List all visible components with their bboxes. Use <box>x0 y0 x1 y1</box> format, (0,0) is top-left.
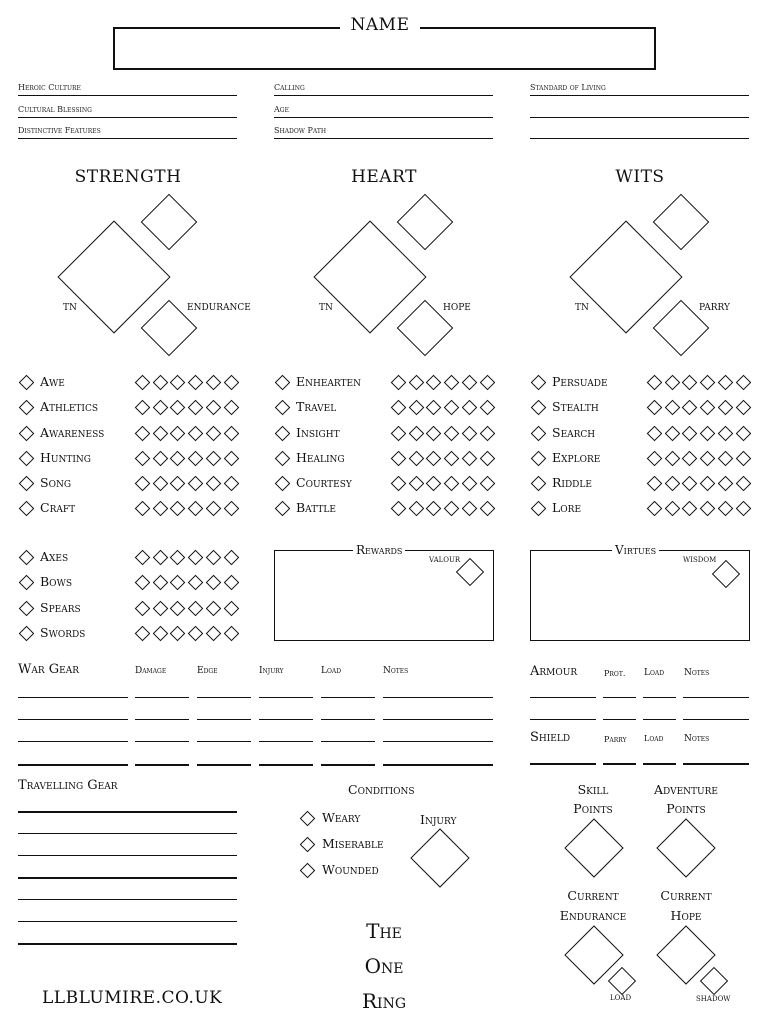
skill-battle-label: Battle <box>296 500 336 515</box>
proficiency-swords-rank-pip[interactable] <box>135 626 151 642</box>
skill-enhearten-label: Enhearten <box>296 374 361 389</box>
proficiency-axes-rank-pip[interactable] <box>152 550 168 566</box>
skill-courtesy-rank-pip[interactable] <box>462 476 478 492</box>
shadow-diamond[interactable] <box>700 967 728 995</box>
field-cultural-blessing[interactable]: Cultural Blessing <box>18 105 237 118</box>
war-gear-edge-line[interactable] <box>197 741 251 742</box>
skill-courtesy-favoured-checkbox[interactable] <box>275 476 291 492</box>
skill-lore-favoured-checkbox[interactable] <box>531 501 547 517</box>
skill-awareness-rank-pip[interactable] <box>152 426 168 442</box>
skill-athletics-rank-pip[interactable] <box>223 400 239 416</box>
wits-value-diamond[interactable] <box>653 194 710 251</box>
skill-courtesy-rank-pip[interactable] <box>479 476 495 492</box>
skill-riddle-rank-pip[interactable] <box>735 476 751 492</box>
skill-battle-rank-pip[interactable] <box>444 501 460 517</box>
skill-riddle-rank-pip[interactable] <box>718 476 734 492</box>
war-gear-load-line[interactable] <box>321 719 375 720</box>
skill-travel-rank-pip[interactable] <box>391 400 407 416</box>
skill-hunting-rank-pip[interactable] <box>152 451 168 467</box>
skill-stealth-rank-pip[interactable] <box>682 400 698 416</box>
skill-riddle-favoured-checkbox[interactable] <box>531 476 547 492</box>
skill-battle-favoured-checkbox[interactable] <box>275 501 291 517</box>
skill-lore-rank-pip[interactable] <box>718 501 734 517</box>
wits-tn-label: TN <box>575 303 589 313</box>
shield-load-line[interactable] <box>643 763 676 765</box>
skill-awe-favoured-checkbox[interactable] <box>19 375 35 391</box>
travelling-gear-line[interactable] <box>18 921 237 922</box>
skill-song-label: Song <box>40 475 72 490</box>
skill-stealth-favoured-checkbox[interactable] <box>531 400 547 416</box>
skill-insight-favoured-checkbox[interactable] <box>275 426 291 442</box>
skill-athletics-rank-pip[interactable] <box>206 400 222 416</box>
skill-healing-rank-pip[interactable] <box>444 451 460 467</box>
field-heroic-culture[interactable]: Heroic Culture <box>18 83 237 96</box>
skill-courtesy-rank-pip[interactable] <box>408 476 424 492</box>
proficiency-spears-favoured-checkbox[interactable] <box>19 601 35 617</box>
skill-craft-label: Craft <box>40 500 76 515</box>
proficiency-bows-rank-pip[interactable] <box>223 575 239 591</box>
skill-hunting-favoured-checkbox[interactable] <box>19 451 35 467</box>
proficiency-swords-favoured-checkbox[interactable] <box>19 626 35 642</box>
rewards-title: Rewards <box>353 543 405 557</box>
war-gear-col-load: Load <box>321 666 342 676</box>
skill-healing-rank-pip[interactable] <box>479 451 495 467</box>
skill-enhearten-rank-pip[interactable] <box>426 375 442 391</box>
war-gear-col-damage: Damage <box>135 666 167 676</box>
skill-explore-label: Explore <box>552 450 601 465</box>
skill-persuade-rank-pip[interactable] <box>647 375 663 391</box>
proficiency-spears-label: Spears <box>40 600 81 615</box>
war-gear-damage-line[interactable] <box>135 764 189 766</box>
skill-courtesy-rank-pip[interactable] <box>426 476 442 492</box>
skill-stealth-rank-pip[interactable] <box>664 400 680 416</box>
skill-lore-rank-pip[interactable] <box>647 501 663 517</box>
skill-persuade-rank-pip[interactable] <box>735 375 751 391</box>
heart-title: HEART <box>351 167 417 187</box>
skill-persuade-rank-pip[interactable] <box>682 375 698 391</box>
field-standard-of-living[interactable]: Standard of Living <box>530 83 749 96</box>
armour-col-load: Load <box>644 668 665 678</box>
skill-explore-rank-pip[interactable] <box>682 451 698 467</box>
current-endurance-label-1: Current <box>567 888 619 903</box>
skill-athletics-rank-pip[interactable] <box>188 400 204 416</box>
miserable-checkbox[interactable] <box>300 837 316 853</box>
war-gear-weapon-line[interactable] <box>18 719 128 720</box>
field-shadow-path[interactable]: Shadow Path <box>274 126 493 139</box>
skill-riddle-rank-pip[interactable] <box>664 476 680 492</box>
proficiency-spears-rank-pip[interactable] <box>188 601 204 617</box>
valour-label: VALOUR <box>429 556 461 564</box>
skill-healing-rank-pip[interactable] <box>426 451 442 467</box>
skill-persuade-favoured-checkbox[interactable] <box>531 375 547 391</box>
shadow-label: SHADOW <box>696 995 731 1003</box>
war-gear-col-edge: Edge <box>197 666 218 676</box>
skill-travel-favoured-checkbox[interactable] <box>275 400 291 416</box>
skill-craft-rank-pip[interactable] <box>188 501 204 517</box>
travelling-gear-line[interactable] <box>18 899 237 900</box>
skill-craft-rank-pip[interactable] <box>206 501 222 517</box>
skill-craft-favoured-checkbox[interactable] <box>19 501 35 517</box>
parry-label: PARRY <box>699 303 730 313</box>
skill-riddle-rank-pip[interactable] <box>700 476 716 492</box>
skill-hunting-rank-pip[interactable] <box>223 451 239 467</box>
travelling-gear-line[interactable] <box>18 855 237 856</box>
proficiency-spears-rank-pip[interactable] <box>152 601 168 617</box>
skill-travel-rank-pip[interactable] <box>426 400 442 416</box>
skill-healing-rank-pip[interactable] <box>462 451 478 467</box>
skill-awareness-favoured-checkbox[interactable] <box>19 426 35 442</box>
skill-song-rank-pip[interactable] <box>223 476 239 492</box>
armour-col-prot: Prot. <box>604 669 626 678</box>
skill-battle-rank-pip[interactable] <box>426 501 442 517</box>
skill-craft-rank-pip[interactable] <box>135 501 151 517</box>
skill-stealth-label: Stealth <box>552 399 599 414</box>
proficiency-axes-rank-pip[interactable] <box>170 550 186 566</box>
virtues-box[interactable] <box>530 550 750 641</box>
virtues-title: Virtues <box>612 543 659 557</box>
armour-prot-line[interactable] <box>603 697 636 698</box>
shield-notes-line[interactable] <box>683 763 749 765</box>
skill-healing-label: Healing <box>296 450 345 465</box>
war-gear-load-line[interactable] <box>321 741 375 742</box>
skill-athletics-rank-pip[interactable] <box>135 400 151 416</box>
proficiency-axes-rank-pip[interactable] <box>206 550 222 566</box>
skill-hunting-rank-pip[interactable] <box>206 451 222 467</box>
skill-battle-rank-pip[interactable] <box>462 501 478 517</box>
skill-awareness-label: Awareness <box>40 425 105 440</box>
field-blank-1[interactable] <box>530 105 749 118</box>
shield-col-parry: Parry <box>604 735 627 744</box>
skill-insight-rank-pip[interactable] <box>426 426 442 442</box>
proficiency-axes-rank-pip[interactable] <box>188 550 204 566</box>
skill-lore-rank-pip[interactable] <box>735 501 751 517</box>
skill-lore-rank-pip[interactable] <box>664 501 680 517</box>
proficiency-bows-rank-pip[interactable] <box>135 575 151 591</box>
skill-craft-rank-pip[interactable] <box>170 501 186 517</box>
proficiency-swords-rank-pip[interactable] <box>206 626 222 642</box>
armour-notes-line[interactable] <box>683 697 749 698</box>
skill-athletics-label: Athletics <box>40 399 99 414</box>
skill-search-rank-pip[interactable] <box>718 426 734 442</box>
name-label: NAME <box>340 15 420 35</box>
skill-lore-label: Lore <box>552 500 582 515</box>
shield-col-load: Load <box>644 734 664 743</box>
proficiency-axes-favoured-checkbox[interactable] <box>19 550 35 566</box>
skill-awareness-rank-pip[interactable] <box>135 426 151 442</box>
skill-song-rank-pip[interactable] <box>188 476 204 492</box>
logo-line-3: Ring <box>361 989 407 1013</box>
skill-courtesy-label: Courtesy <box>296 475 352 490</box>
travelling-gear-line[interactable] <box>18 833 237 834</box>
skill-song-rank-pip[interactable] <box>170 476 186 492</box>
proficiency-swords-label: Swords <box>40 625 86 640</box>
proficiency-spears-rank-pip[interactable] <box>135 601 151 617</box>
war-gear-injury-line[interactable] <box>259 741 313 742</box>
field-calling[interactable]: Calling <box>274 83 493 96</box>
skill-persuade-label: Persuade <box>552 374 608 389</box>
proficiency-bows-rank-pip[interactable] <box>206 575 222 591</box>
armour-name-line[interactable] <box>530 697 596 698</box>
weary-checkbox[interactable] <box>300 811 316 827</box>
strength-value-diamond[interactable] <box>141 194 198 251</box>
war-gear-title: War Gear <box>18 662 80 677</box>
skill-battle-rank-pip[interactable] <box>408 501 424 517</box>
skill-awareness-rank-pip[interactable] <box>206 426 222 442</box>
proficiency-swords-rank-pip[interactable] <box>188 626 204 642</box>
travelling-gear-line[interactable] <box>18 943 237 945</box>
strength-tn-label: TN <box>63 303 77 313</box>
wounded-checkbox[interactable] <box>300 863 316 879</box>
armour-name-line[interactable] <box>530 719 596 720</box>
skill-travel-rank-pip[interactable] <box>408 400 424 416</box>
skill-explore-rank-pip[interactable] <box>718 451 734 467</box>
skill-travel-rank-pip[interactable] <box>462 400 478 416</box>
skill-hunting-rank-pip[interactable] <box>170 451 186 467</box>
skill-search-favoured-checkbox[interactable] <box>531 426 547 442</box>
skill-awe-rank-pip[interactable] <box>170 375 186 391</box>
war-gear-edge-line[interactable] <box>197 697 251 698</box>
skill-awe-rank-pip[interactable] <box>188 375 204 391</box>
shield-name-line[interactable] <box>530 763 596 765</box>
skill-enhearten-rank-pip[interactable] <box>444 375 460 391</box>
strength-title: STRENGTH <box>74 167 182 187</box>
skill-song-favoured-checkbox[interactable] <box>19 476 35 492</box>
skill-explore-rank-pip[interactable] <box>735 451 751 467</box>
skill-insight-label: Insight <box>296 425 340 440</box>
skill-lore-rank-pip[interactable] <box>682 501 698 517</box>
skill-search-rank-pip[interactable] <box>647 426 663 442</box>
heart-value-diamond[interactable] <box>397 194 454 251</box>
armour-prot-line[interactable] <box>603 719 636 720</box>
travelling-gear-line[interactable] <box>18 877 237 879</box>
war-gear-damage-line[interactable] <box>135 697 189 698</box>
war-gear-notes-line[interactable] <box>383 764 493 766</box>
skill-awareness-rank-pip[interactable] <box>223 426 239 442</box>
current-hope-label-1: Current <box>660 888 712 903</box>
proficiency-swords-rank-pip[interactable] <box>170 626 186 642</box>
field-blank-2[interactable] <box>530 126 749 139</box>
war-gear-notes-line[interactable] <box>383 697 493 698</box>
skill-travel-rank-pip[interactable] <box>479 400 495 416</box>
load-diamond[interactable] <box>608 967 636 995</box>
armour-load-line[interactable] <box>643 697 676 698</box>
armour-notes-line[interactable] <box>683 719 749 720</box>
current-endurance-label-2: Endurance <box>559 908 627 923</box>
war-gear-col-notes: Notes <box>383 666 409 676</box>
weary-label: Weary <box>322 810 361 825</box>
proficiency-axes-rank-pip[interactable] <box>135 550 151 566</box>
travelling-gear-line[interactable] <box>18 811 237 813</box>
skill-craft-rank-pip[interactable] <box>223 501 239 517</box>
skill-enhearten-rank-pip[interactable] <box>479 375 495 391</box>
proficiency-bows-favoured-checkbox[interactable] <box>19 575 35 591</box>
skill-awareness-rank-pip[interactable] <box>188 426 204 442</box>
skill-healing-rank-pip[interactable] <box>391 451 407 467</box>
adventure-points-diamond[interactable] <box>656 818 715 877</box>
skill-enhearten-rank-pip[interactable] <box>408 375 424 391</box>
skill-insight-rank-pip[interactable] <box>479 426 495 442</box>
proficiency-swords-rank-pip[interactable] <box>223 626 239 642</box>
skill-healing-rank-pip[interactable] <box>408 451 424 467</box>
skill-search-rank-pip[interactable] <box>735 426 751 442</box>
injury-diamond[interactable] <box>410 828 469 887</box>
proficiency-axes-label: Axes <box>40 549 69 564</box>
armour-col-notes: Notes <box>684 668 710 678</box>
skill-courtesy-rank-pip[interactable] <box>391 476 407 492</box>
skill-awe-label: Awe <box>40 374 65 389</box>
skill-enhearten-rank-pip[interactable] <box>391 375 407 391</box>
skill-hunting-label: Hunting <box>40 450 91 465</box>
proficiency-bows-rank-pip[interactable] <box>170 575 186 591</box>
skill-stealth-rank-pip[interactable] <box>700 400 716 416</box>
skill-awareness-rank-pip[interactable] <box>170 426 186 442</box>
skill-enhearten-favoured-checkbox[interactable] <box>275 375 291 391</box>
shield-col-notes: Notes <box>684 734 710 744</box>
logo-line-2: One <box>364 954 404 978</box>
endurance-label: ENDURANCE <box>187 303 251 313</box>
proficiency-spears-rank-pip[interactable] <box>170 601 186 617</box>
field-distinctive-features[interactable]: Distinctive Features <box>18 126 237 139</box>
skill-stealth-rank-pip[interactable] <box>735 400 751 416</box>
skill-healing-favoured-checkbox[interactable] <box>275 451 291 467</box>
war-gear-weapon-line[interactable] <box>18 697 128 698</box>
skill-athletics-favoured-checkbox[interactable] <box>19 400 35 416</box>
war-gear-injury-line[interactable] <box>259 719 313 720</box>
skill-craft-rank-pip[interactable] <box>152 501 168 517</box>
rewards-box[interactable] <box>274 550 494 641</box>
skill-travel-label: Travel <box>296 399 337 414</box>
heart-tn-label: TN <box>319 303 333 313</box>
skill-search-rank-pip[interactable] <box>664 426 680 442</box>
war-gear-edge-line[interactable] <box>197 719 251 720</box>
armour-title: Armour <box>530 664 578 679</box>
war-gear-edge-line[interactable] <box>197 764 251 766</box>
the-one-ring-logo <box>334 914 434 1019</box>
travelling-gear-title: Travelling Gear <box>18 778 118 793</box>
skill-travel-rank-pip[interactable] <box>444 400 460 416</box>
shield-parry-line[interactable] <box>603 763 636 765</box>
skill-battle-rank-pip[interactable] <box>391 501 407 517</box>
skill-insight-rank-pip[interactable] <box>444 426 460 442</box>
skill-hunting-rank-pip[interactable] <box>135 451 151 467</box>
skill-insight-rank-pip[interactable] <box>462 426 478 442</box>
skill-explore-rank-pip[interactable] <box>647 451 663 467</box>
skill-athletics-rank-pip[interactable] <box>170 400 186 416</box>
skill-battle-rank-pip[interactable] <box>479 501 495 517</box>
skill-explore-rank-pip[interactable] <box>700 451 716 467</box>
armour-load-line[interactable] <box>643 719 676 720</box>
skill-search-label: Search <box>552 425 596 440</box>
skill-awe-rank-pip[interactable] <box>135 375 151 391</box>
skill-search-rank-pip[interactable] <box>682 426 698 442</box>
skill-persuade-rank-pip[interactable] <box>718 375 734 391</box>
war-gear-load-line[interactable] <box>321 764 375 766</box>
skill-stealth-rank-pip[interactable] <box>647 400 663 416</box>
skill-explore-favoured-checkbox[interactable] <box>531 451 547 467</box>
field-age[interactable]: Age <box>274 105 493 118</box>
skill-insight-rank-pip[interactable] <box>391 426 407 442</box>
war-gear-notes-line[interactable] <box>383 719 493 720</box>
skill-insight-rank-pip[interactable] <box>408 426 424 442</box>
wounded-label: Wounded <box>322 862 379 877</box>
skill-awe-rank-pip[interactable] <box>152 375 168 391</box>
war-gear-damage-line[interactable] <box>135 741 189 742</box>
skill-athletics-rank-pip[interactable] <box>152 400 168 416</box>
adventure-points-label-1: Adventure <box>654 782 718 797</box>
skill-song-rank-pip[interactable] <box>152 476 168 492</box>
hope-label: HOPE <box>443 303 471 313</box>
skill-awe-rank-pip[interactable] <box>223 375 239 391</box>
war-gear-weapon-line[interactable] <box>18 741 128 742</box>
miserable-label: Miserable <box>322 836 384 851</box>
skill-lore-rank-pip[interactable] <box>700 501 716 517</box>
skill-riddle-rank-pip[interactable] <box>682 476 698 492</box>
proficiency-bows-label: Bows <box>40 574 72 589</box>
injury-label: Injury <box>420 812 457 827</box>
skill-song-rank-pip[interactable] <box>206 476 222 492</box>
war-gear-col-injury: Injury <box>259 666 284 676</box>
skill-points-label-1: Skill <box>577 782 609 797</box>
war-gear-injury-line[interactable] <box>259 697 313 698</box>
site-url: LLBLUMIRE.CO.UK <box>42 988 223 1008</box>
war-gear-notes-line[interactable] <box>383 741 493 742</box>
skill-points-label-2: Points <box>573 801 613 816</box>
proficiency-axes-rank-pip[interactable] <box>223 550 239 566</box>
load-label: LOAD <box>610 994 632 1002</box>
shield-title: Shield <box>530 730 571 745</box>
skill-awe-rank-pip[interactable] <box>206 375 222 391</box>
skill-courtesy-rank-pip[interactable] <box>444 476 460 492</box>
skill-search-rank-pip[interactable] <box>700 426 716 442</box>
war-gear-damage-line[interactable] <box>135 719 189 720</box>
conditions-title: Conditions <box>348 782 415 797</box>
adventure-points-label-2: Points <box>666 801 706 816</box>
war-gear-weapon-line[interactable] <box>18 764 128 766</box>
skill-persuade-rank-pip[interactable] <box>700 375 716 391</box>
proficiency-spears-rank-pip[interactable] <box>223 601 239 617</box>
skill-hunting-rank-pip[interactable] <box>188 451 204 467</box>
logo-line-1: The <box>366 919 402 943</box>
skill-points-diamond[interactable] <box>564 818 623 877</box>
proficiency-spears-rank-pip[interactable] <box>206 601 222 617</box>
war-gear-injury-line[interactable] <box>259 764 313 766</box>
skill-enhearten-rank-pip[interactable] <box>462 375 478 391</box>
skill-stealth-rank-pip[interactable] <box>718 400 734 416</box>
skill-song-rank-pip[interactable] <box>135 476 151 492</box>
skill-riddle-label: Riddle <box>552 475 592 490</box>
proficiency-bows-rank-pip[interactable] <box>188 575 204 591</box>
current-hope-label-2: Hope <box>670 908 702 923</box>
war-gear-load-line[interactable] <box>321 697 375 698</box>
skill-persuade-rank-pip[interactable] <box>664 375 680 391</box>
skill-explore-rank-pip[interactable] <box>664 451 680 467</box>
wits-title: WITS <box>615 167 665 187</box>
proficiency-bows-rank-pip[interactable] <box>152 575 168 591</box>
skill-riddle-rank-pip[interactable] <box>647 476 663 492</box>
proficiency-swords-rank-pip[interactable] <box>152 626 168 642</box>
wisdom-label: WISDOM <box>683 556 717 564</box>
